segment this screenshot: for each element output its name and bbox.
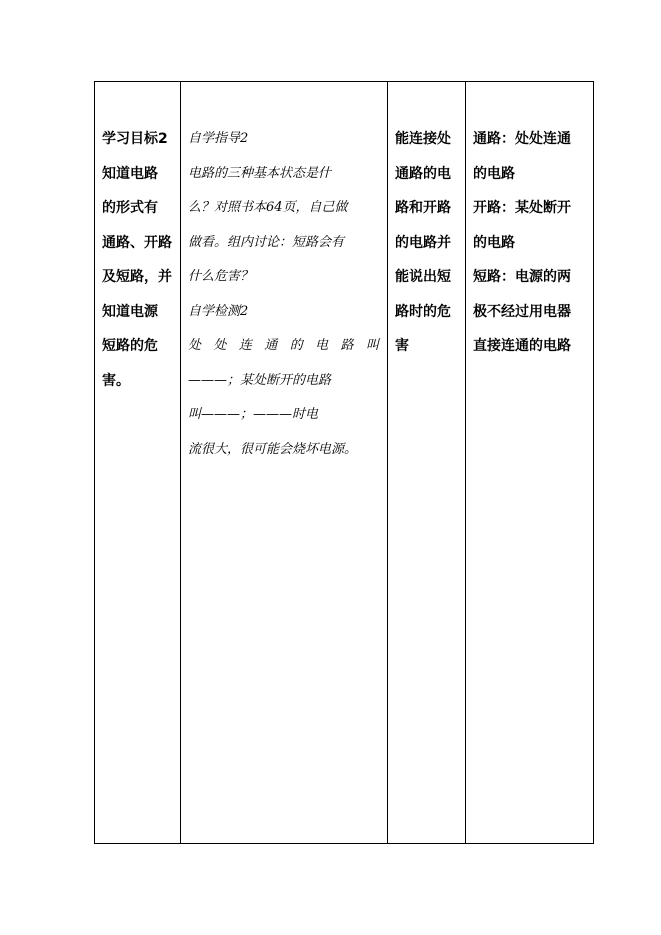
learning-objective-cell — [95, 82, 181, 844]
skill-line: 能说出短 — [395, 269, 451, 285]
objective-line: 的形式有 — [102, 200, 158, 216]
self-study-text — [181, 82, 387, 467]
check-line: 流很大，很可能会烧坏电源。 — [188, 441, 358, 457]
answer-line: 直接连通的电路 — [473, 338, 571, 354]
answer-line: 的电路 — [473, 165, 515, 182]
guide-line: 电路的三种基本状态是什 — [188, 165, 332, 181]
skill-goal-text — [388, 82, 465, 364]
objective-line: 知道电源 — [102, 303, 158, 320]
skill-line: 能连接处 — [395, 131, 451, 147]
objective-line: 短路的危 — [102, 338, 158, 354]
objective-line: 通路、开路 — [102, 234, 172, 251]
objective-line: 学习目标2 — [102, 131, 168, 147]
answer-line: 通路：处处连通 — [473, 131, 571, 147]
check-line: 叫———；———时电 — [188, 407, 319, 422]
lesson-table — [94, 81, 594, 844]
table-row — [95, 82, 594, 844]
answer-cell — [466, 82, 594, 844]
check-line: 处处连通的电路叫 — [188, 338, 379, 353]
guide-line: 么？对照书本64页，自己做 — [188, 200, 348, 215]
answer-line: 开路：某处断开 — [473, 200, 571, 216]
objective-line: 及短路，并 — [102, 269, 172, 285]
skill-goal-cell — [388, 82, 466, 844]
answer-line: 极不经过用电器 — [473, 303, 571, 320]
guide-line: 做看。组内讨论：短路会有 — [188, 234, 345, 250]
answer-line: 的电路 — [473, 234, 515, 251]
objective-line: 害。 — [102, 372, 130, 389]
skill-line: 路和开路 — [395, 200, 451, 216]
objective-line: 知道电路 — [102, 165, 158, 182]
answer-line: 短路：电源的两 — [473, 269, 571, 285]
self-study-guide-title: 自学指导2 — [188, 131, 249, 146]
skill-line: 害 — [395, 338, 409, 354]
learning-objective-text — [95, 82, 180, 398]
guide-line: 什么危害？ — [188, 269, 254, 284]
skill-line: 的电路并 — [395, 234, 451, 251]
answer-text — [466, 82, 593, 364]
self-check-title: 自学检测2 — [188, 303, 249, 319]
check-line: ———；某处断开的电路 — [188, 372, 332, 388]
skill-line: 通路的电 — [395, 165, 451, 182]
skill-line: 路时的危 — [395, 303, 451, 320]
self-study-cell — [181, 82, 388, 844]
